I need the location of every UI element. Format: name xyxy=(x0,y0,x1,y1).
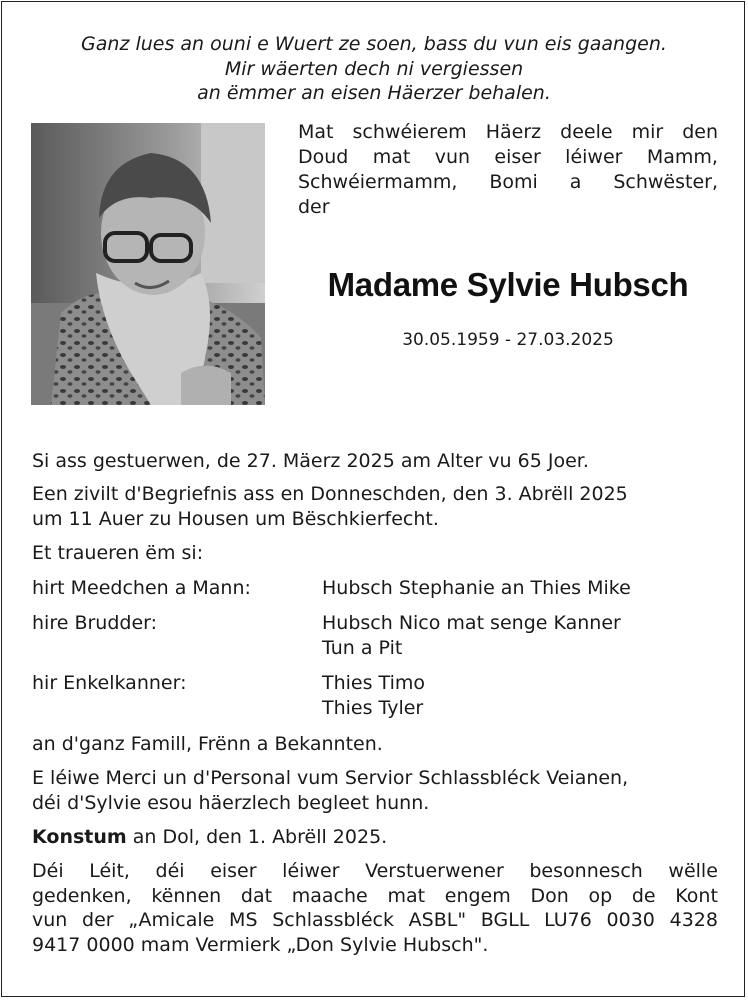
relative-value: Tun a Pit xyxy=(322,636,403,659)
place-name: Konstum xyxy=(32,826,127,848)
relative-value: Hubsch Nico mat senge Kanner xyxy=(322,612,621,634)
place-date-line xyxy=(32,825,387,850)
donation-line: gedenken, kënnen dat maache mat engem Don op de Kont xyxy=(32,884,718,907)
donation-line: Déi Léit, déi eiser léiwer Verstuerwener besonnesch wëlle xyxy=(32,860,718,882)
intro-line: Doud mat vun eiser léiwer Mamm, xyxy=(298,146,718,168)
intro-text xyxy=(298,120,718,220)
quote-line: Ganz lues an ouni e Wuert ze soen, bass du vun eis gaangen. xyxy=(81,33,667,55)
relative-value: Thies Tyler xyxy=(322,696,424,719)
quote-block xyxy=(0,32,748,106)
donation-paragraph xyxy=(32,859,718,957)
death-statement: Si ass gestuerwen, de 27. Mäerz 2025 am Alter vu 65 Joer. xyxy=(32,450,589,472)
intro-line: der xyxy=(298,196,330,218)
funeral-line-1: Een zivilt d'Begriefnis ass en Donneschden, den 3. Abrëll 2025 xyxy=(32,483,628,505)
portrait-photo xyxy=(31,123,265,405)
donation-line: 9417 0000 mam Vermierk „Don Sylvie Hubsch". xyxy=(32,933,489,956)
quote-line: an ëmmer an eisen Häerzer behalen. xyxy=(197,82,551,104)
relative-value: Thies Timo xyxy=(322,672,425,694)
funeral-line-2: um 11 Auer zu Housen um Bëschkierfecht. xyxy=(32,507,439,530)
donation-line: vun der „Amicale MS Schlassbléck ASBL" BGLL LU76 0030 4328 xyxy=(32,909,718,931)
quote-line: Mir wäerten dech ni vergiessen xyxy=(224,57,524,80)
mourners-heading: Et traueren ëm si: xyxy=(32,542,204,564)
life-dates: 30.05.1959 - 27.03.2025 xyxy=(402,330,614,350)
relative-label: hirt Meedchen a Mann: xyxy=(32,577,251,599)
intro-line: Mat schwéierem Häerz deele mir den xyxy=(298,121,718,143)
deceased-name: Madame Sylvie Hubsch xyxy=(327,266,689,303)
intro-line: Schwéiermamm, Bomi a Schwëster, xyxy=(298,171,718,193)
thanks-line-1: E léiwe Merci un d'Personal vum Servior Schlassbléck Veianen, xyxy=(32,767,629,789)
thanks-line-2: déi d'Sylvie esou häerzlech begleet hunn. xyxy=(32,791,430,814)
relative-label: hir Enkelkanner: xyxy=(32,672,187,694)
family-line: an d'ganz Famill, Frënn a Bekannten. xyxy=(32,733,383,755)
relative-value: Hubsch Stephanie an Thies Mike xyxy=(322,577,631,599)
relative-label: hire Brudder: xyxy=(32,612,158,634)
place-date: an Dol, den 1. Abrëll 2025. xyxy=(126,826,388,848)
